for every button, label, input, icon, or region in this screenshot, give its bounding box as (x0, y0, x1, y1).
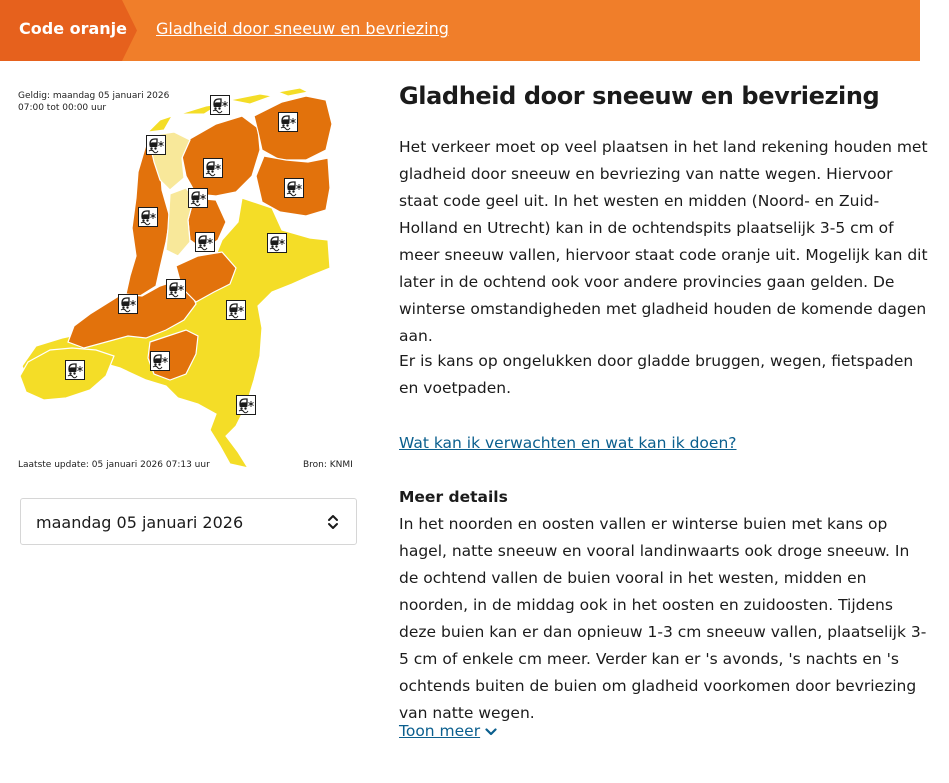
warning-code-label: Code oranje (19, 19, 128, 38)
warning-summary: Het verkeer moet op veel plaatsen in het land rekening houden met gladheid door sneeuw en bevriezing van natte wegen. Hiervoor staat code geel uit. In het westen en midden (Noord- en Zuid-Holland en Utrecht) kan in de ochtendspits plaatselijk 3-5 cm of meer sneeuw vallen, hiervoor staat code oranje uit. Mogelijk kan dit later in de ochtend ook voor andere provincies gaan gelden. De winterse omstandigheden met gladheid houden de komende dagen aan. (399, 138, 928, 345)
map-valid-date: Geldig: maandag 05 januari 2026 (18, 91, 170, 101)
map-last-update: Laatste update: 05 januari 2026 07:13 uur (18, 460, 210, 470)
map-source: Bron: KNMI (303, 460, 353, 470)
show-more-button[interactable] (399, 718, 497, 745)
date-select-value: maandag 05 januari 2026 (36, 513, 244, 532)
show-more-label: Toon meer (399, 722, 481, 740)
warning-title-link[interactable]: Gladheid door sneeuw en bevriezing (156, 19, 449, 38)
warning-article (399, 80, 929, 740)
wadden-islands (148, 116, 172, 132)
details-heading: Meer details (399, 488, 508, 506)
date-select[interactable] (20, 498, 357, 545)
what-to-expect-link[interactable]: Wat kan ik verwachten en wat kan ik doen? (399, 434, 737, 452)
page-title: Gladheid door sneeuw en bevriezing (399, 82, 880, 110)
region-friesland (182, 116, 260, 196)
chevron-down-icon (485, 728, 497, 736)
netherlands-map-svg (10, 80, 360, 475)
details-text: In het noorden en oosten vallen er winterse buien met kans op hagel, natte sneeuw en vooral landinwaarts ook droge sneeuw. In de ochtend vallen de buien vooral in het westen, midden en noorden, in de middag ook in het oosten en zuidoosten. Tijdens deze buien kan er dan opnieuw 1-3 cm sneeuw vallen, plaatselijk 3-5 cm of enkele cm meer. Verder kan er 's avonds, 's nachts en 's ochtends buiten de buien om gladheid voorkomen door bevriezing van natte wegen. (399, 515, 927, 722)
map-validity (18, 90, 169, 114)
map-valid-time: 07:00 tot 00:00 uur (18, 103, 107, 113)
warning-risk: Er is kans op ongelukken door gladde bruggen, wegen, fietspaden en voetpaden. (399, 352, 914, 397)
warning-banner (0, 0, 920, 61)
warning-map (10, 80, 360, 475)
chevron-up-down-icon (326, 513, 340, 531)
